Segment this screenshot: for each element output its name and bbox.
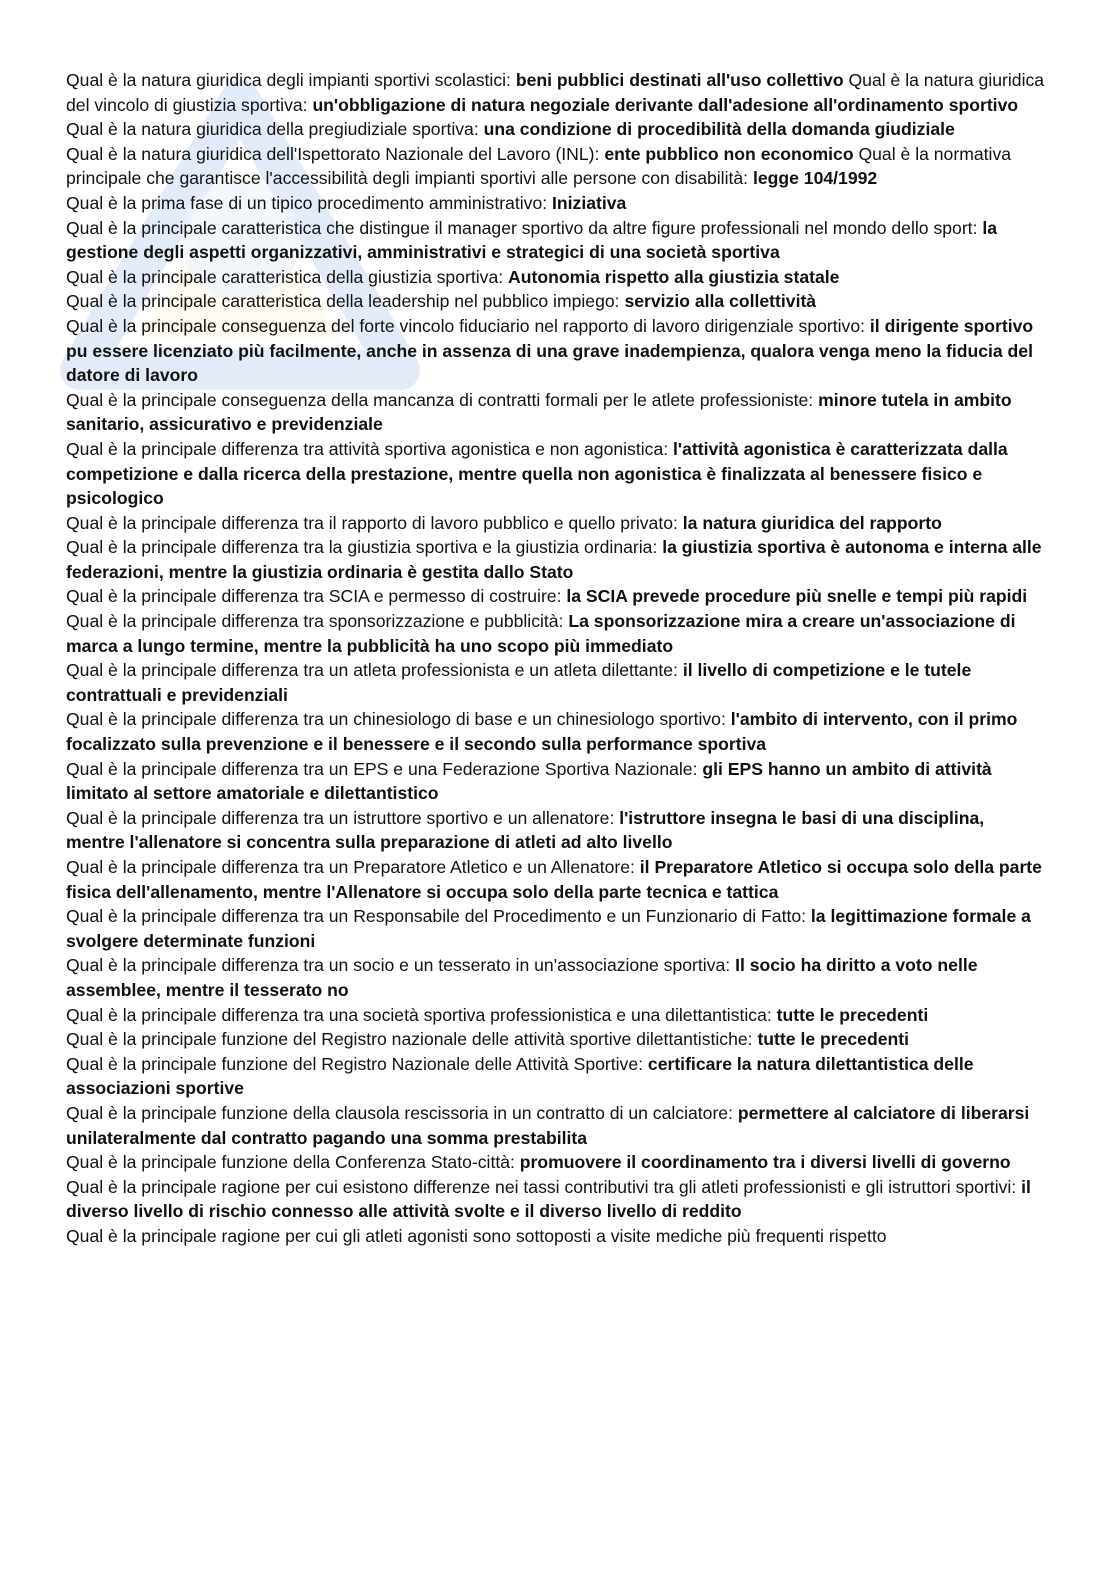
question-text: Qual è la principale differenza tra il rapporto di lavoro pubblico e quello privato: <box>66 512 683 533</box>
question-text: Qual è la principale differenza tra sponsorizzazione e pubblicità: <box>66 611 569 632</box>
question-text: Qual è la principale ragione per cui esistono differenze nei tassi contributivi tra gli atleti professionisti e gli istruttori sportivi: <box>66 1176 1022 1197</box>
answer-text: l'ambito di intervento, con il primo focalizzato sulla prevenzione e il benessere e il secondo sulla performance sportiva <box>66 709 1018 755</box>
answer-text: il Preparatore Atletico si occupa solo della parte fisica dell'allenamento, mentre l'Allenatore si occupa solo della parte tecnica e tattica <box>66 857 1042 902</box>
qa-item <box>66 191 1046 216</box>
qa-item <box>66 511 1046 536</box>
question-text: Qual è la principale differenza tra una società sportiva professionistica e una dilettantistica: <box>66 1004 777 1025</box>
answer-text: ente pubblico non economico <box>604 143 854 164</box>
question-text: Qual è la principale funzione della Conferenza Stato-città: <box>66 1152 520 1173</box>
question-text: Qual è la natura giuridica dell'Ispettorato Nazionale del Lavoro (INL): <box>66 143 605 164</box>
question-text: Qual è la prima fase di un tipico procedimento amministrativo: <box>66 192 553 213</box>
question-text: Qual è la principale funzione del Registro Nazionale delle Attività Sportive: <box>66 1053 648 1074</box>
answer-text: tutte le precedenti <box>776 1004 929 1025</box>
question-text: Qual è la principale differenza tra un chinesiologo di base e un chinesiologo sportivo: <box>66 709 731 730</box>
question-text: Qual è la principale differenza tra un istruttore sportivo e un allenatore: <box>66 807 620 828</box>
qa-item <box>66 117 1046 142</box>
qa-item <box>66 68 1046 117</box>
question-text: Qual è la principale funzione della clausola rescissoria in un contratto di un calciatore: <box>66 1102 738 1123</box>
answer-text: gli EPS hanno un ambito di attività limitato al settore amatoriale e dilettantistico <box>66 758 992 804</box>
answer-text: la legittimazione formale a svolgere determinate funzioni <box>66 906 1031 951</box>
answer-text: Autonomia rispetto alla giustizia statale <box>508 266 840 287</box>
question-text: Qual è la principale differenza tra un EPS e una Federazione Sportiva Nazionale: <box>66 758 703 779</box>
qa-item <box>66 806 1046 855</box>
qa-item <box>66 1224 1046 1249</box>
qa-item <box>66 314 1046 388</box>
answer-text: La sponsorizzazione mira a creare un'associazione di marca a lungo termine, mentre la pubblicità ha uno scopo più immediato <box>66 611 1016 656</box>
qa-item <box>66 855 1046 904</box>
qa-item <box>66 1101 1046 1150</box>
answer-text: la gestione degli aspetti organizzativi, amministrativi e strategici di una società sportiva <box>66 217 998 263</box>
answer-text: il dirigente sportivo pu essere licenziato più facilmente, anche in assenza di una grave inadempienza, qualora venga meno la fiducia del datore di lavoro <box>66 315 1034 386</box>
document-body <box>66 68 1046 1249</box>
answer-text: il livello di competizione e le tutele contrattuali e previdenziali <box>66 660 972 705</box>
question-text: Qual è la normativa principale che garantisce l'accessibilità degli impianti sportivi alle persone con disabilità: <box>66 143 1012 189</box>
qa-item <box>66 535 1046 584</box>
answer-text: minore tutela in ambito sanitario, assicurativo e previdenziale <box>66 389 1012 435</box>
qa-item <box>66 142 1046 191</box>
question-text: Qual è la natura giuridica della pregiudiziale sportiva: <box>66 119 484 140</box>
qa-item <box>66 757 1046 806</box>
qa-item <box>66 289 1046 314</box>
answer-text: un'obbligazione di natura negoziale derivante dall'adesione all'ordinamento sportivo <box>312 94 1019 115</box>
qa-item <box>66 1003 1046 1028</box>
question-text: Qual è la principale differenza tra attività sportiva agonistica e non agonistica: <box>66 438 674 459</box>
question-text: Qual è la natura giuridica del vincolo di giustizia sportiva: <box>66 70 1045 115</box>
question-text: Qual è la principale differenza tra un socio e un tesserato in un'associazione sportiva: <box>66 955 736 976</box>
answer-text: la giustizia sportiva è autonoma e interna alle federazioni, mentre la giustizia ordinaria è gestita dallo Stato <box>66 537 1042 582</box>
answer-text: promuovere il coordinamento tra i diversi livelli di governo <box>519 1152 1011 1173</box>
question-text: Qual è la principale caratteristica che distingue il manager sportivo da altre figure professionali nel mondo dello sport: <box>66 217 983 238</box>
answer-text: tutte le precedenti <box>757 1029 909 1050</box>
qa-item <box>66 265 1046 290</box>
question-text: Qual è la principale ragione per cui gli atleti agonisti sono sottoposti a visite mediche più frequenti rispetto <box>66 1225 887 1246</box>
qa-item <box>66 707 1046 756</box>
question-text: Qual è la principale conseguenza del forte vincolo fiduciario nel rapporto di lavoro dirigenziale sportivo: <box>66 315 870 336</box>
qa-item <box>66 953 1046 1002</box>
qa-item <box>66 1052 1046 1101</box>
qa-item <box>66 388 1046 437</box>
answer-text: beni pubblici destinati all'uso collettivo <box>515 70 844 90</box>
answer-text: una condizione di procedibilità della domanda giudiziale <box>483 119 955 140</box>
question-text: Qual è la principale differenza tra un Preparatore Atletico e un Allenatore: <box>66 857 640 877</box>
question-text: Qual è la principale funzione del Registro nazionale delle attività sportive dilettantistiche: <box>66 1029 758 1050</box>
answer-text: la SCIA prevede procedure più snelle e tempi più rapidi <box>566 586 1028 607</box>
question-text: Qual è la natura giuridica degli impianti sportivi scolastici: <box>66 70 516 90</box>
qa-item <box>66 609 1046 658</box>
qa-item <box>66 1175 1046 1224</box>
question-text: Qual è la principale conseguenza della mancanza di contratti formali per le atlete professioniste: <box>66 389 819 410</box>
question-text: Qual è la principale differenza tra un Responsabile del Procedimento e un Funzionario di Fatto: <box>66 906 811 927</box>
answer-text: Il socio ha diritto a voto nelle assemblee, mentre il tesserato no <box>66 955 978 1000</box>
qa-item <box>66 658 1046 707</box>
question-text: Qual è la principale caratteristica della giustizia sportiva: <box>66 266 509 287</box>
answer-text: permettere al calciatore di liberarsi unilateralmente dal contratto pagando una somma prestabilita <box>66 1102 1030 1148</box>
question-text: Qual è la principale differenza tra un atleta professionista e un atleta dilettante: <box>66 660 683 681</box>
answer-text: servizio alla collettività <box>624 291 817 312</box>
question-text: Qual è la principale caratteristica della leadership nel pubblico impiego: <box>66 291 625 312</box>
answer-text: legge 104/1992 <box>752 168 878 189</box>
qa-item <box>66 437 1046 511</box>
answer-text: certificare la natura dilettantistica delle associazioni sportive <box>66 1053 974 1099</box>
page-header-mark <box>538 0 578 6</box>
qa-item <box>66 1027 1046 1052</box>
answer-text: il diverso livello di rischio connesso alle attività svolte e il diverso livello di reddito <box>66 1176 1031 1222</box>
question-text: Qual è la principale differenza tra SCIA e permesso di costruire: <box>66 586 567 607</box>
qa-item <box>66 584 1046 609</box>
answer-text: l'attività agonistica è caratterizzata dalla competizione e dalla ricerca della prestazione, mentre quella non agonistica è finalizzata al benessere fisico e psicologico <box>66 438 1008 509</box>
qa-item <box>66 1150 1046 1175</box>
answer-text: l'istruttore insegna le basi di una disciplina, mentre l'allenatore si concentra sulla preparazione di atleti ad alto livello <box>66 807 985 853</box>
qa-item <box>66 904 1046 953</box>
answer-text: Iniziativa <box>552 192 627 213</box>
answer-text: la natura giuridica del rapporto <box>682 512 942 533</box>
question-text: Qual è la principale differenza tra la giustizia sportiva e la giustizia ordinaria: <box>66 537 663 558</box>
qa-item <box>66 216 1046 265</box>
